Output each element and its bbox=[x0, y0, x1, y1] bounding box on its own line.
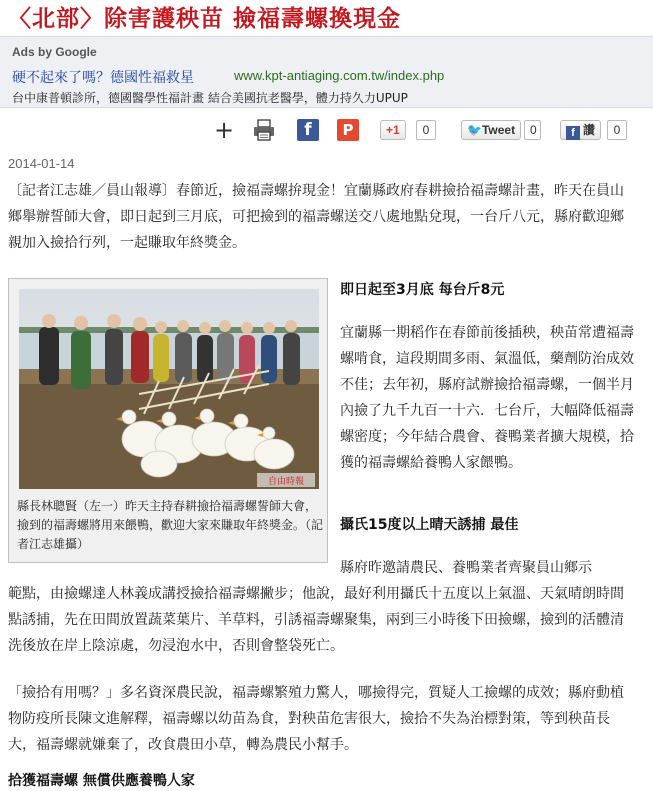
facebook-like-icon: f bbox=[566, 126, 580, 140]
article-lead-paragraph: 〔記者江志雄／員山報導〕春節近，撿福壽螺拚現金！宜蘭縣政府春耕撿拾福壽螺計畫，昨天在員山鄉舉辦誓師大會，即日起到三月底，可把撿到的福壽螺送交八處地點兌現，一台斤八元，縣府歡迎鄉親加入撿拾行列，一起賺取年終獎金。 bbox=[8, 183, 624, 251]
photo-figure bbox=[8, 278, 328, 563]
paragraph-4: 「撿拾有用嗎？」多名資深農民說，福壽螺繁殖力驚人，哪撿得完，質疑人工撿螺的成效；縣府動植物防疫所長陳文進解釋，福壽螺以幼苗為食，對秧苗危害很大，撿拾不失為治標對策，等到秧苗長大，福壽螺就嫌棄了，改食農田小草，轉為農民小幫手。 bbox=[8, 685, 624, 753]
facebook-icon[interactable]: f bbox=[297, 119, 319, 141]
print-icon[interactable] bbox=[252, 119, 276, 143]
ads-label[interactable]: Ads by Google bbox=[12, 45, 97, 59]
google-ads-block bbox=[0, 36, 653, 108]
tweet-label: Tweet bbox=[481, 123, 516, 137]
article-headline: 〈北部〉除害護秧苗 撿福壽螺換現金 bbox=[8, 6, 402, 32]
facebook-like-button[interactable] bbox=[560, 120, 601, 140]
photo-watermark: 自由時報 bbox=[267, 477, 305, 487]
facebook-like-count: 0 bbox=[607, 120, 627, 140]
paragraph-2: 宜蘭縣一期稻作在春節前後插秧，秧苗常遭福壽螺啃食，這段期間多雨、氣溫低，藥劑防治成效不佳；去年初，縣府試辦撿拾福壽螺，一個半月內撿了九千九百一十六．七台斤，大幅降低福壽螺密度；今年結合農會、養鴨業者擴大規模，拾獲的福壽螺給養鴨人家餵鴨。 bbox=[340, 325, 634, 471]
facebook-like-label: 讚 bbox=[583, 123, 596, 137]
subheading-3: 拾獲福壽螺 無償供應養鴨人家 bbox=[8, 773, 195, 789]
google-plus-one-button[interactable]: +1 bbox=[380, 120, 406, 140]
google-plus-count: 0 bbox=[416, 120, 436, 140]
plurk-icon[interactable]: P bbox=[337, 119, 359, 141]
ad-title-link[interactable]: 硬不起來了嗎？德國性福救星 bbox=[12, 70, 194, 86]
paragraph-3-first-line: 縣府昨邀請農民、養鴨業者齊聚員山鄉示 bbox=[340, 560, 592, 576]
article-photo bbox=[19, 289, 319, 489]
tweet-button[interactable] bbox=[461, 120, 521, 140]
ad-description: 台中康普頓診所，德國醫學性福計畫 結合美國抗老醫學，體力持久力UPUP bbox=[12, 91, 408, 105]
add-plus-icon[interactable]: + bbox=[213, 116, 235, 144]
subheading-2: 攝氏15度以上晴天誘捕 最佳 bbox=[340, 517, 519, 533]
twitter-bird-icon: 🐦 bbox=[467, 123, 482, 137]
photo-caption: 縣長林聰賢（左一）昨天主持春耕撿拾福壽螺誓師大會，撿到的福壽螺將用來餵鴨，歡迎大家來賺取年終獎金。（記者江志雄攝） bbox=[17, 499, 324, 551]
subheading-1: 即日起至3月底 每台斤8元 bbox=[340, 282, 505, 298]
tweet-count: 0 bbox=[524, 120, 541, 140]
ad-url-link[interactable]: www.kpt-antiaging.com.tw/index.php bbox=[234, 68, 445, 83]
article-date: 2014-01-14 bbox=[8, 156, 75, 171]
paragraph-3: 範點，由撿螺達人林義成講授撿拾福壽螺撇步；他說，最好利用攝氏十五度以上氣溫、天氣晴朗時間點誘捕，先在田間放置蔬菜葉片、羊草料，引誘福壽螺聚集，兩到三小時後下田撿螺，撿到的活體清洗後放在岸上陰涼處，勿浸泡水中，否則會整袋死亡。 bbox=[8, 586, 624, 654]
